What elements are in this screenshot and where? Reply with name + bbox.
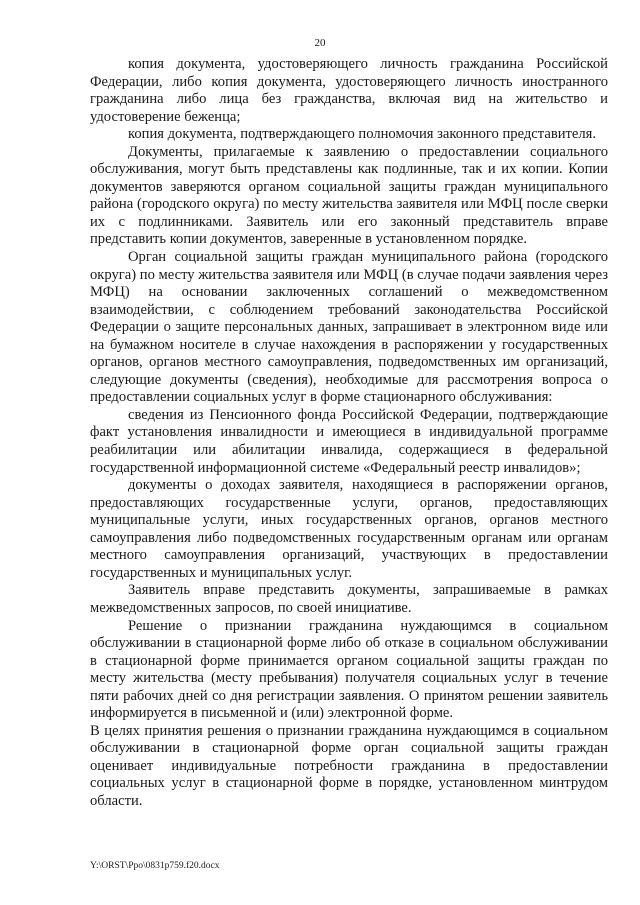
paragraph-identity-document: копия документа, удостоверяющего личность гражданина Российской Федерации, либо копия документа, удостоверяющего личность иностранного гражданина либо лица без гражданства, включая вид на жительство и удостоверение беженца; bbox=[90, 56, 608, 125]
paragraph-decision: Решение о признании гражданина нуждающимся в социальном обслуживании в стационарной форме либо об отказе в социальном обслуживании в стационарной форме принимается органом социальной защиты граждан по месту жительства (месту пребывания) получателя социальных услуг в течение пяти рабочих дней со дня регистрации заявления. О принятом решении заявитель информируется в письменной и (или) электронной форме. bbox=[90, 617, 608, 722]
paragraph-needs-assessment: В целях принятия решения о признании гражданина нуждающимся в социальном обслуживании в стационарной форме орган социальной защиты граждан оценивает индивидуальные потребности гражданина в предоставлении социальных услуг в стационарной форме в порядке, установленном минтрудом области. bbox=[90, 722, 608, 809]
paragraph-applicant-initiative: Заявитель вправе представить документы, запрашиваемые в рамках межведомственных запросов, по своей инициативе. bbox=[90, 582, 608, 616]
document-body bbox=[90, 56, 608, 811]
paragraph-interagency-request: Орган социальной защиты граждан муниципального района (городского округа) по месту жительства заявителя или МФЦ (в случае подачи заявления через МФЦ) на основании заключенных соглашений о межведомственном взаимодействии, с соблюдением требований законодательства Российской Федерации о защите персональных данных, запрашивает в электронном виде или на бумажном носителе в случае нахождения в распоряжении у государственных органов, органов местного самоуправления, подведомственных им организаций, следующие документы (сведения), необходимые для рассмотрения вопроса о предоставлении социальных услуг в форме стационарного обслуживания: bbox=[90, 249, 608, 406]
paragraph-pension-fund-info: сведения из Пенсионного фонда Российской Федерации, подтверждающие факт установления инвалидности и имеющиеся в индивидуальной программе реабилитации или абилитации инвалида, содержащиеся в федеральной государственной информационной системе «Федеральный реестр инвалидов»; bbox=[90, 406, 608, 476]
page-number: 20 bbox=[314, 37, 326, 49]
paragraph-income-documents: документы о доходах заявителя, находящиеся в распоряжении органов, предоставляющих государственные услуги, органов, предоставляющих муниципальные услуги, иных государственных органов, органов местного самоуправления либо подведомственных государственным органам или органам местного самоуправления организаций, участвующих в предоставлении государственных и муниципальных услуг. bbox=[90, 477, 608, 581]
footer-file-path: Y:\ORST\Ppo\0831p759.f20.docx bbox=[90, 861, 220, 871]
paragraph-representative-document: копия документа, подтверждающего полномочия законного представителя. bbox=[128, 126, 597, 143]
paragraph-document-copies: Документы, прилагаемые к заявлению о предоставлении социального обслуживания, могут быть представлены как подлинные, так и их копии. Копии документов заверяются органом социальной защиты граждан муниципального района (городского округа) по месту жительства заявителя или МФЦ после сверки их с подлинниками. Заявитель или его законный представитель вправе представить копии документов, заверенные в установленном порядке. bbox=[90, 143, 608, 248]
